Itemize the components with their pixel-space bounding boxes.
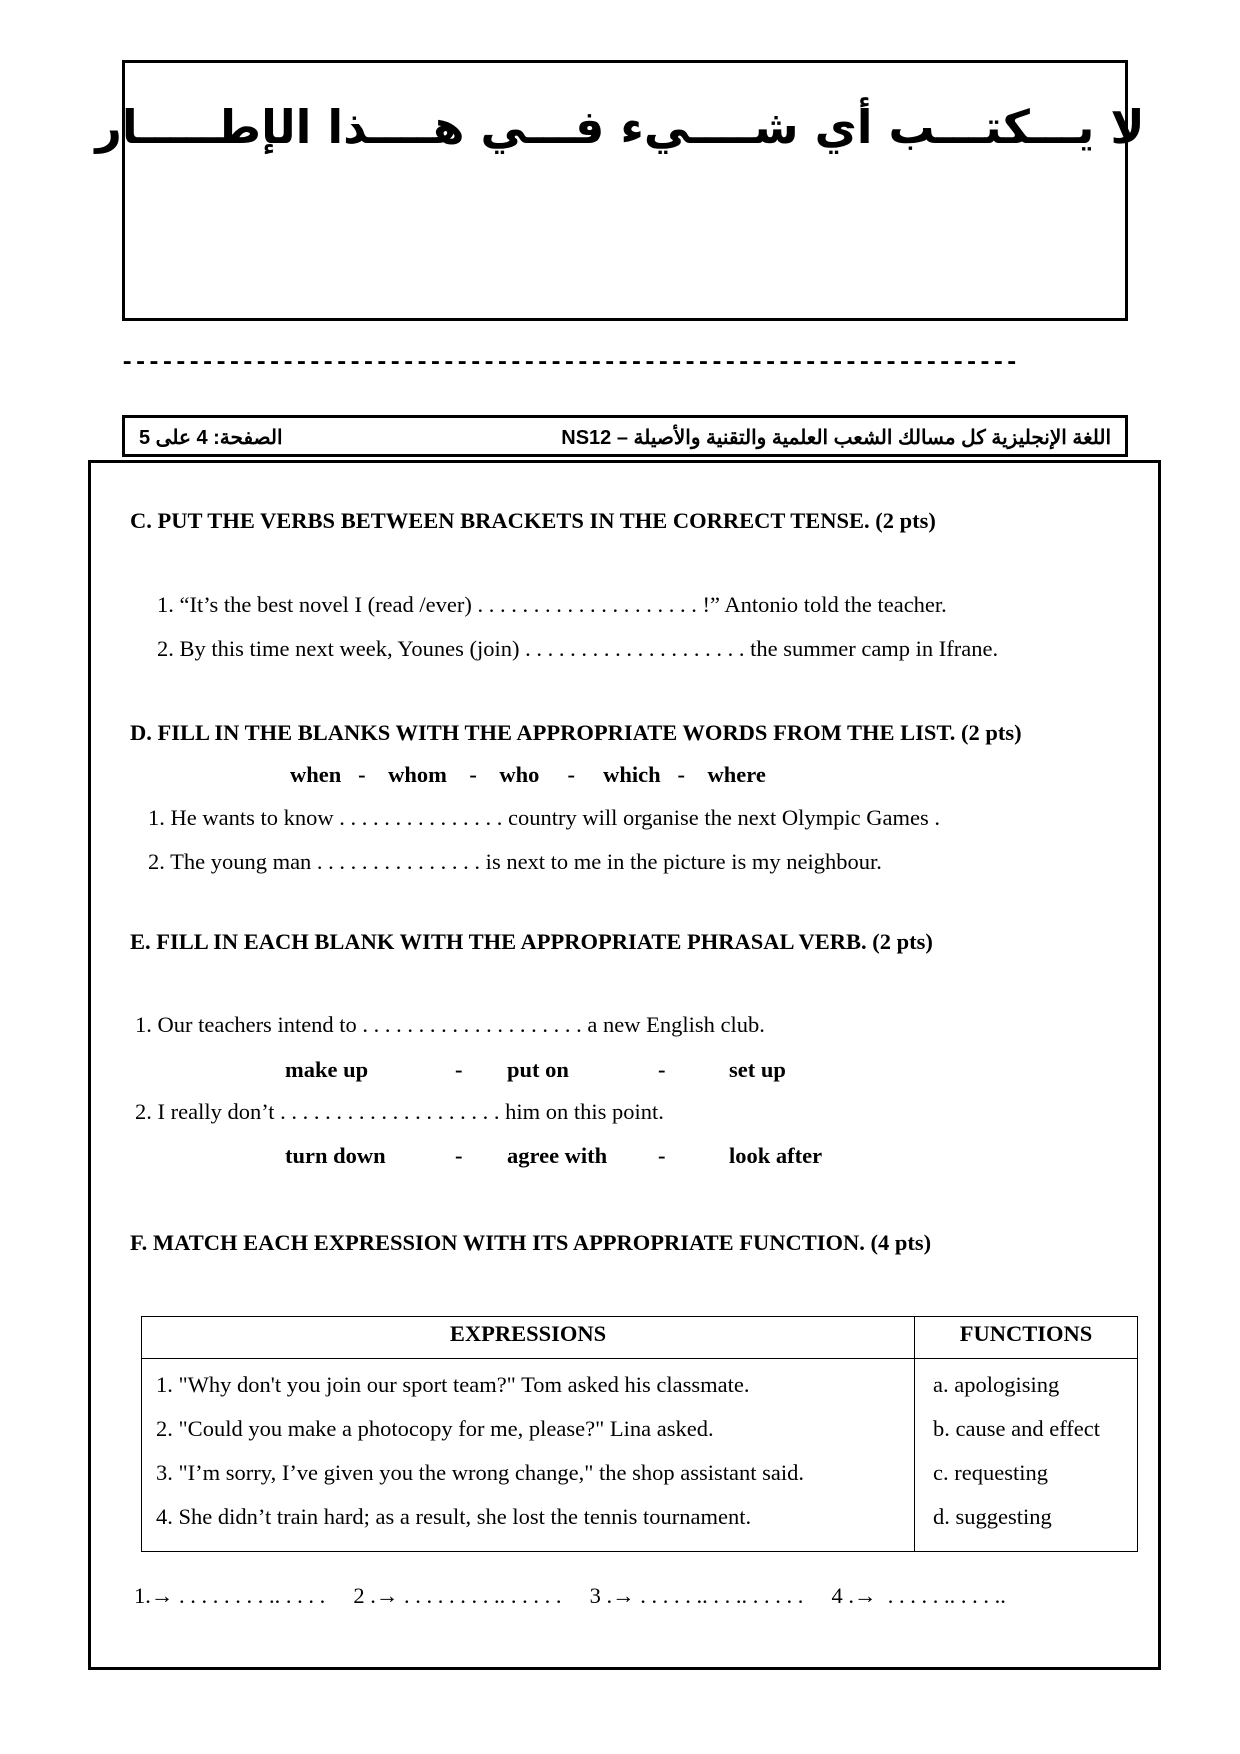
subject-label: اللغة الإنجليزية كل مسالك الشعب العلمية والتقنية والأصيلة – NS12 xyxy=(561,427,1111,449)
expressions-header: EXPRESSIONS xyxy=(142,1317,915,1359)
question-e1: 1. Our teachers intend to . . . . . . . . . . . . . . . . . . . . a new English club. xyxy=(135,1012,765,1037)
function-item: b. cause and effect xyxy=(933,1416,1100,1441)
option-set-up: set up xyxy=(729,1057,786,1082)
question-c2: 2. By this time next week, Younes (join) . . . . . . . . . . . . . . . . . . . . the summer camp in Ifrane. xyxy=(157,636,999,661)
do-not-write-notice: لا يـــكتـــب أي شــــيء فـــي هــــذا الإطـــــار xyxy=(95,100,1145,154)
function-item: a. apologising xyxy=(933,1372,1060,1397)
option-turn-down: turn down xyxy=(285,1143,386,1168)
question-d2: 2. The young man . . . . . . . . . . . . . . . is next to me in the picture is my neighbour. xyxy=(148,849,882,874)
section-d-title: D. FILL IN THE BLANKS WITH THE APPROPRIATE WORDS FROM THE LIST. (2 pts) xyxy=(130,720,1022,745)
option-look-after: look after xyxy=(729,1143,823,1168)
question-c1: 1. “It’s the best novel I (read /ever) . . . . . . . . . . . . . . . . . . . . !” Antonio told the teacher. xyxy=(157,592,947,617)
option-separator: - xyxy=(658,1143,666,1168)
word-list: when - whom - who - which - where xyxy=(290,762,766,787)
page-number: الصفحة: 4 على 5 xyxy=(139,427,283,449)
cut-line: ------------------------------------------------------------------- xyxy=(120,350,1018,377)
question-e2: 2. I really don’t . . . . . . . . . . . . . . . . . . . . him on this point. xyxy=(135,1099,664,1124)
question-d1: 1. He wants to know . . . . . . . . . . . . . . . country will organise the next Olympic Games . xyxy=(148,805,940,830)
option-make-up: make up xyxy=(285,1057,369,1082)
answer-line: 1.→ . . . . . . . . .. . . . . 2 .→ . . . . . . . . .. . . . . . 3 .→ . . . . . .. . . .. . . . . . 4 .→ . . . . . .. . . . .. xyxy=(134,1583,1006,1608)
functions-header: FUNCTIONS xyxy=(915,1317,1138,1359)
option-separator: - xyxy=(455,1143,463,1168)
section-c-title: C. PUT THE VERBS BETWEEN BRACKETS IN THE CORRECT TENSE. (2 pts) xyxy=(130,508,936,533)
expression-item: 1. "Why don't you join our sport team?" Tom asked his classmate. xyxy=(156,1372,750,1397)
function-item: c. requesting xyxy=(933,1460,1048,1485)
section-e-title: E. FILL IN EACH BLANK WITH THE APPROPRIATE PHRASAL VERB. (2 pts) xyxy=(130,929,933,954)
expression-item: 3. "I’m sorry, I’ve given you the wrong change," the shop assistant said. xyxy=(156,1460,805,1485)
option-put-on: put on xyxy=(507,1057,569,1082)
functions-cell xyxy=(915,1359,1138,1552)
expressions-cell xyxy=(142,1359,915,1552)
function-item: d. suggesting xyxy=(933,1504,1052,1529)
expression-item: 4. She didn’t train hard; as a result, she lost the tennis tournament. xyxy=(156,1504,752,1529)
section-f-title: F. MATCH EACH EXPRESSION WITH ITS APPROPRIATE FUNCTION. (4 pts) xyxy=(130,1230,932,1255)
exam-header xyxy=(122,415,1128,457)
matching-table xyxy=(141,1316,1138,1552)
expression-item: 2. "Could you make a photocopy for me, please?" Lina asked. xyxy=(156,1416,714,1441)
option-separator: - xyxy=(455,1057,463,1082)
option-separator: - xyxy=(658,1057,666,1082)
option-agree-with: agree with xyxy=(507,1143,608,1168)
